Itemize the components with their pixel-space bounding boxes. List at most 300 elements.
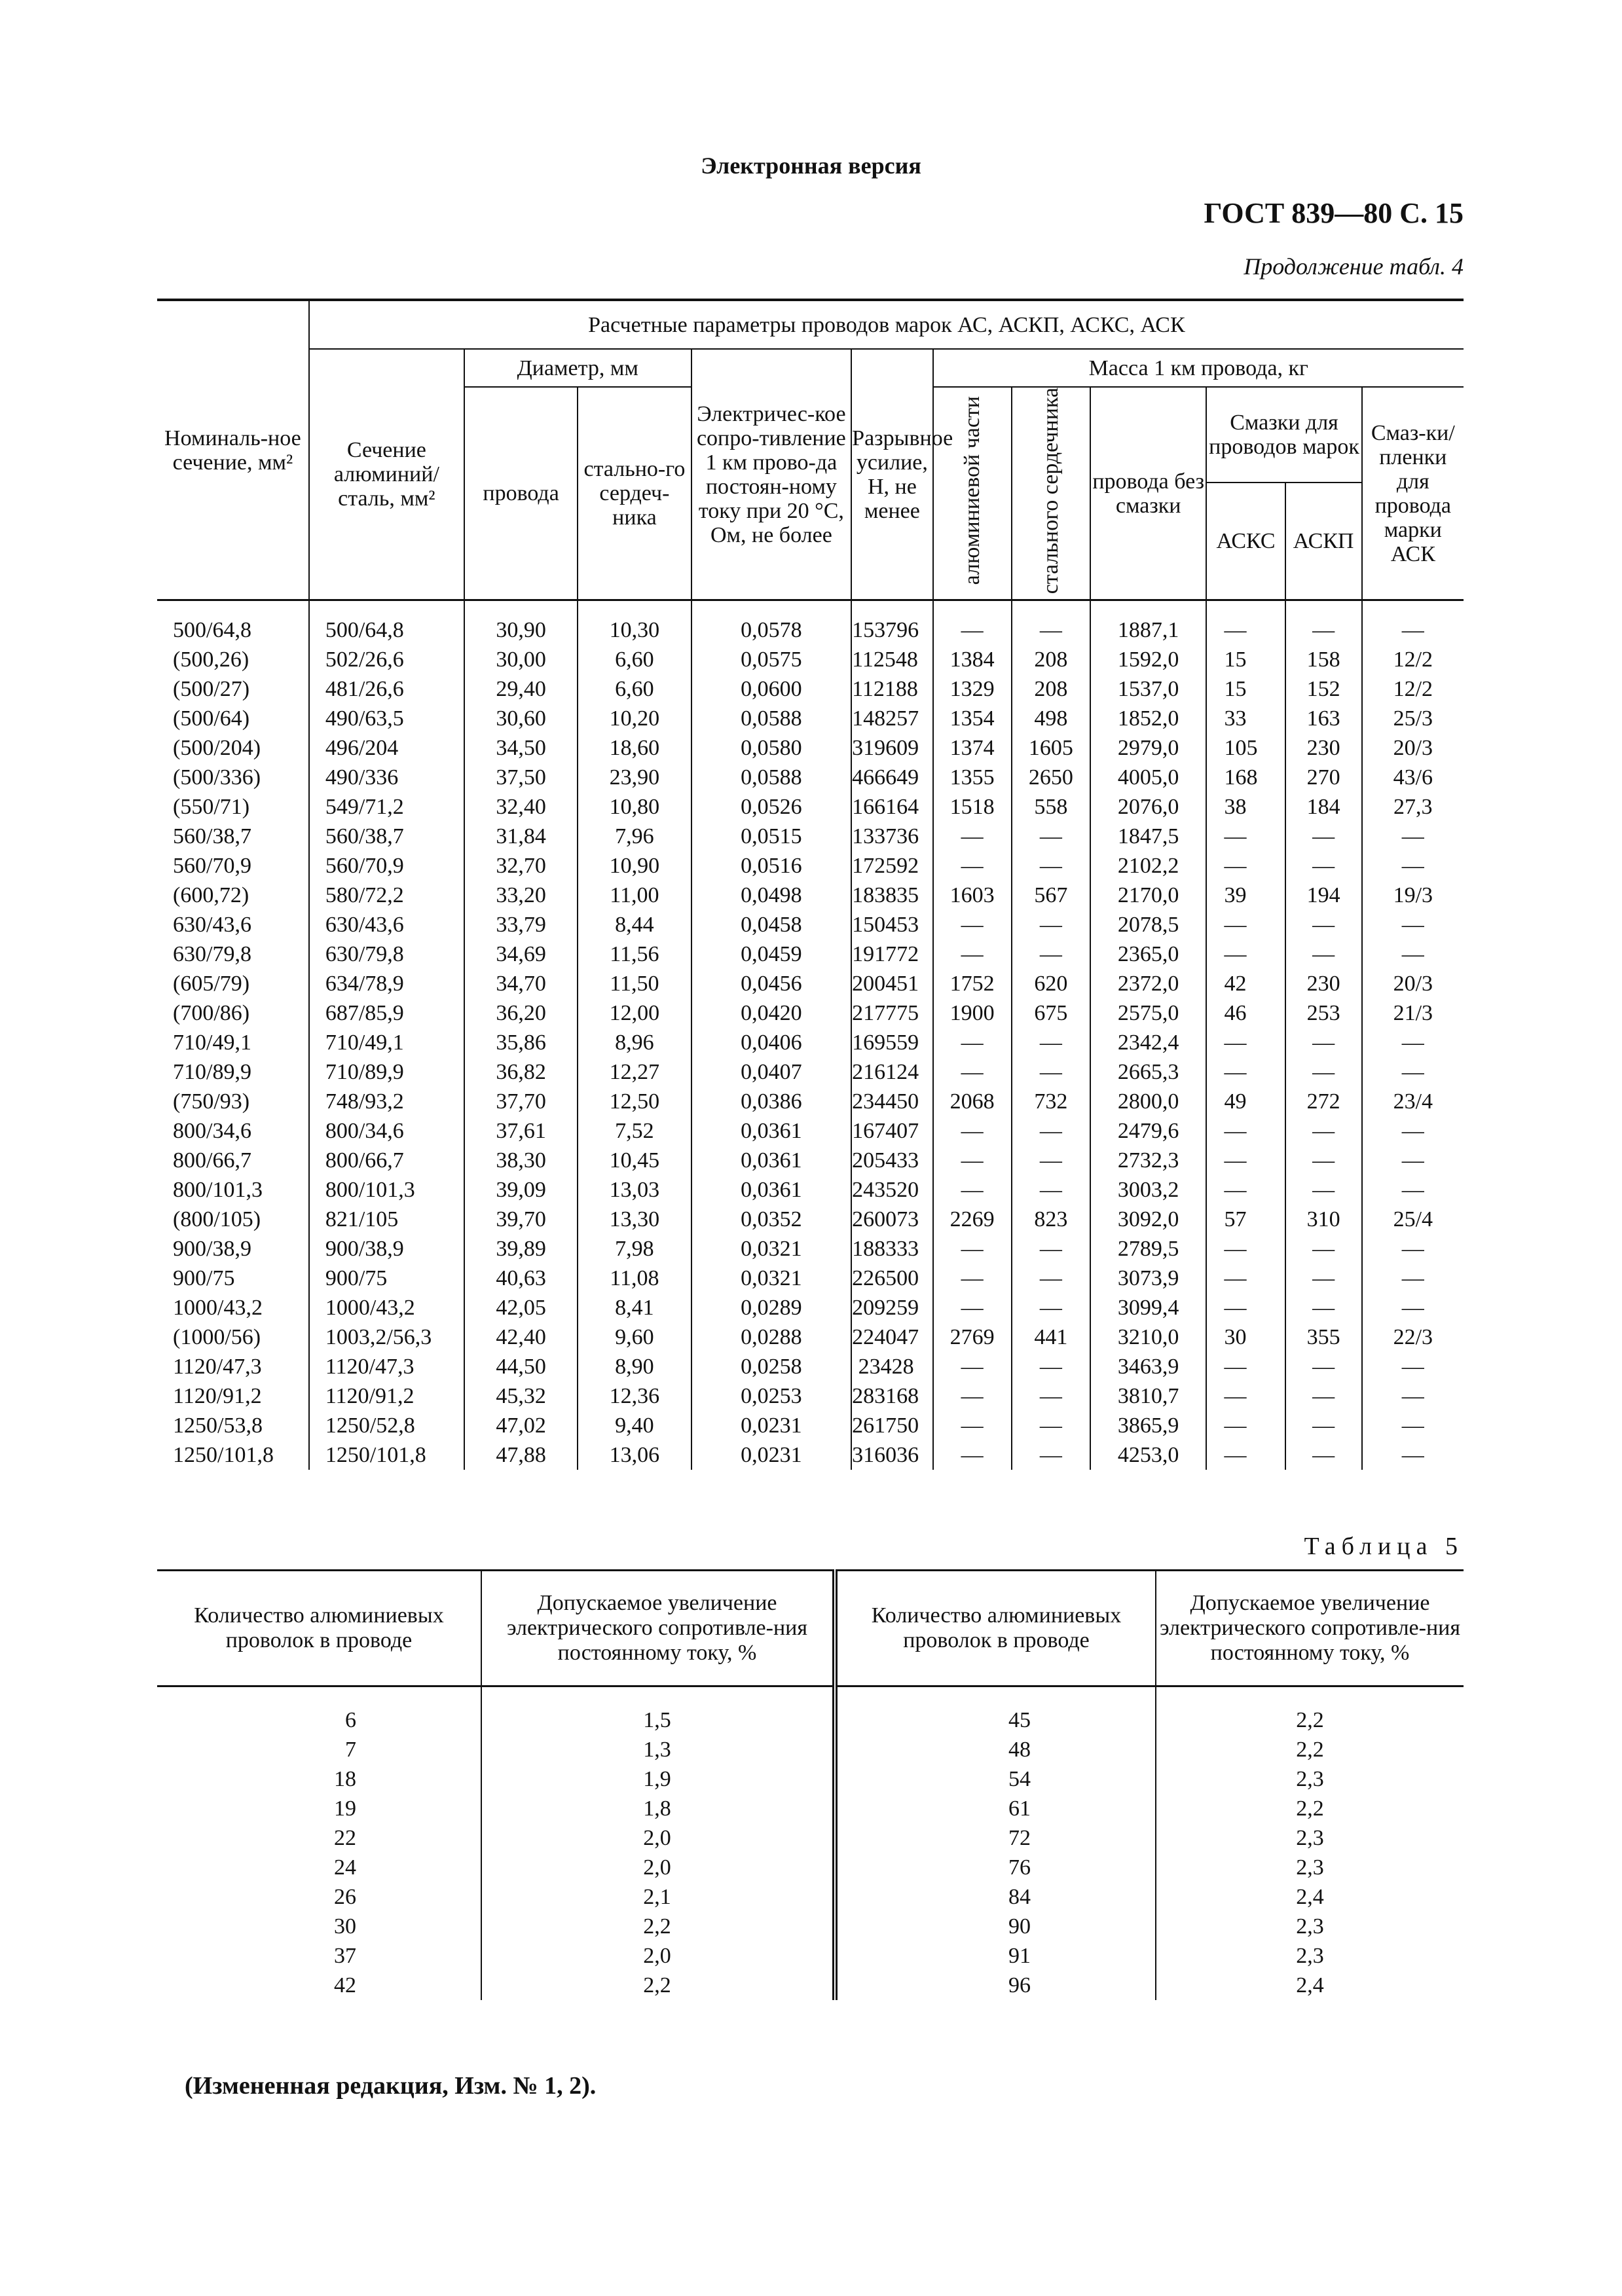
cell-mass-steel: — bbox=[1012, 1146, 1090, 1175]
header-mass-steel bbox=[1012, 387, 1090, 600]
cell-diameter-wire: 47,02 bbox=[464, 1411, 578, 1440]
cell-grease-askc: — bbox=[1206, 1293, 1285, 1322]
header-resistance-increase-right: Допускаемое увеличение электрического сопротивле-ния постоянному току, % bbox=[1156, 1571, 1464, 1686]
table-row bbox=[157, 998, 1464, 1028]
table-row bbox=[157, 1735, 1464, 1764]
cell-resistance: 0,0516 bbox=[691, 851, 852, 881]
cell-nominal: 900/75 bbox=[173, 1266, 235, 1291]
cell-mass-total: 3810,7 bbox=[1090, 1381, 1207, 1411]
cell-mass-al: 2269 bbox=[933, 1205, 1012, 1234]
cell-increase: 2,3 bbox=[1156, 1912, 1464, 1941]
header-mass-aluminium-text: алюминиевой части bbox=[959, 396, 984, 585]
header-diameter: Диаметр, мм bbox=[464, 349, 691, 387]
cell-diameter-wire: 36,82 bbox=[464, 1057, 578, 1087]
spacer-cell bbox=[309, 600, 464, 616]
cell-diameter-core: 10,45 bbox=[578, 1146, 691, 1175]
cell-grease-askp: 230 bbox=[1285, 733, 1362, 763]
spacer-cell bbox=[1285, 600, 1362, 616]
cell-mass-al: — bbox=[933, 1116, 1012, 1146]
cell-resistance: 0,0406 bbox=[691, 1028, 852, 1057]
cell-mass-total: 3092,0 bbox=[1090, 1205, 1207, 1234]
cell-mass-total: 3210,0 bbox=[1090, 1322, 1207, 1352]
cell-tensile: 133736 bbox=[851, 822, 932, 851]
table-row bbox=[157, 1205, 1464, 1234]
cell-mass-al: 1900 bbox=[933, 998, 1012, 1028]
cell-wire-count: 7 bbox=[345, 1738, 356, 1762]
cell-mass-total: 2076,0 bbox=[1090, 792, 1207, 822]
cell-mass-steel: 1605 bbox=[1012, 733, 1090, 763]
cell-section: 800/66,7 bbox=[309, 1146, 464, 1175]
cell-mass-steel: 558 bbox=[1012, 792, 1090, 822]
table-row bbox=[157, 763, 1464, 792]
cell-resistance: 0,0407 bbox=[691, 1057, 852, 1087]
cell-wire-count: 91 bbox=[835, 1941, 1156, 1971]
cell-grease-askp: — bbox=[1285, 615, 1362, 645]
cell-grease-askp: 272 bbox=[1285, 1087, 1362, 1116]
cell-increase: 1,8 bbox=[481, 1794, 835, 1823]
cell-diameter-wire: 39,09 bbox=[464, 1175, 578, 1205]
cell-diameter-wire: 37,70 bbox=[464, 1087, 578, 1116]
cell-mass-total: 2342,4 bbox=[1090, 1028, 1207, 1057]
cell-grease-askc: — bbox=[1206, 615, 1285, 645]
cell-grease-askc: 46 bbox=[1206, 998, 1285, 1028]
cell-grease-askp: 310 bbox=[1285, 1205, 1362, 1234]
cell-resistance: 0,0231 bbox=[691, 1440, 852, 1470]
cell-mass-al: — bbox=[933, 1352, 1012, 1381]
cell-increase: 2,3 bbox=[1156, 1823, 1464, 1853]
cell-section: 900/75 bbox=[309, 1264, 464, 1293]
cell-diameter-core: 18,60 bbox=[578, 733, 691, 763]
cell-section: 630/79,8 bbox=[309, 939, 464, 969]
cell-nominal: 630/43,6 bbox=[173, 913, 251, 938]
cell-resistance: 0,0361 bbox=[691, 1175, 852, 1205]
cell-resistance: 0,0515 bbox=[691, 822, 852, 851]
cell-mass-al: — bbox=[933, 1175, 1012, 1205]
cell-grease-film: 19/3 bbox=[1362, 881, 1464, 910]
cell-tensile: 183835 bbox=[851, 881, 932, 910]
cell-diameter-core: 11,56 bbox=[578, 939, 691, 969]
cell-wire-count: 22 bbox=[334, 1826, 356, 1850]
cell-tensile: 224047 bbox=[851, 1322, 932, 1352]
cell-mass-total: 2479,6 bbox=[1090, 1116, 1207, 1146]
table-row bbox=[157, 1882, 1464, 1912]
header-grease-brands: Смазки для проводов марок bbox=[1206, 387, 1361, 483]
cell-nominal: (550/71) bbox=[173, 795, 250, 820]
table-row bbox=[157, 1116, 1464, 1146]
cell-nominal: 710/89,9 bbox=[173, 1060, 251, 1085]
cell-diameter-wire: 36,20 bbox=[464, 998, 578, 1028]
header-resistance: Электричес-кое сопро-тивление 1 км прово-да постоян-ному току при 20 °С, Ом, не более bbox=[691, 349, 852, 600]
cell-mass-steel: — bbox=[1012, 910, 1090, 939]
spacer-cell bbox=[1012, 600, 1090, 616]
header-tensile-strength: Разрывное усилие, Н, не менее bbox=[851, 349, 932, 600]
cell-section: 1120/91,2 bbox=[309, 1381, 464, 1411]
cell-increase: 1,9 bbox=[481, 1764, 835, 1794]
cell-grease-askc: — bbox=[1206, 1028, 1285, 1057]
cell-nominal: 710/49,1 bbox=[173, 1030, 251, 1055]
cell-grease-askp: 355 bbox=[1285, 1322, 1362, 1352]
cell-grease-askc: — bbox=[1206, 1264, 1285, 1293]
table-5-title: Таблица 5 bbox=[1304, 1533, 1464, 1560]
cell-nominal: (605/79) bbox=[173, 972, 250, 996]
cell-grease-askp: 194 bbox=[1285, 881, 1362, 910]
cell-grease-askc: — bbox=[1206, 1440, 1285, 1470]
cell-mass-al: 1355 bbox=[933, 763, 1012, 792]
header-diameter-wire: провода bbox=[464, 387, 578, 600]
cell-tensile: 243520 bbox=[851, 1175, 932, 1205]
cell-wire-count: 84 bbox=[835, 1882, 1156, 1912]
cell-grease-askc: — bbox=[1206, 1234, 1285, 1264]
cell-diameter-core: 6,60 bbox=[578, 674, 691, 704]
cell-mass-steel: 823 bbox=[1012, 1205, 1090, 1234]
cell-mass-total: 1847,5 bbox=[1090, 822, 1207, 851]
cell-mass-al: — bbox=[933, 1264, 1012, 1293]
cell-increase: 2,2 bbox=[1156, 1735, 1464, 1764]
cell-section: 687/85,9 bbox=[309, 998, 464, 1028]
cell-mass-al: — bbox=[933, 822, 1012, 851]
cell-section: 1250/52,8 bbox=[309, 1411, 464, 1440]
cell-grease-film: — bbox=[1362, 851, 1464, 881]
header-grease-film: Смаз-ки/ пленки для провода марки АСК bbox=[1362, 387, 1464, 600]
cell-mass-total: 2372,0 bbox=[1090, 969, 1207, 998]
cell-mass-steel: 567 bbox=[1012, 881, 1090, 910]
table-row bbox=[157, 1705, 1464, 1735]
table-row bbox=[157, 792, 1464, 822]
cell-wire-count: 18 bbox=[334, 1767, 356, 1791]
cell-grease-film: 21/3 bbox=[1362, 998, 1464, 1028]
cell-mass-al: 2769 bbox=[933, 1322, 1012, 1352]
cell-grease-film: 20/3 bbox=[1362, 969, 1464, 998]
header-wire-count-left: Количество алюминиевых проволок в проводе bbox=[157, 1571, 481, 1686]
cell-diameter-wire: 37,50 bbox=[464, 763, 578, 792]
cell-resistance: 0,0498 bbox=[691, 881, 852, 910]
cell-diameter-core: 6,60 bbox=[578, 645, 691, 674]
cell-section: 800/101,3 bbox=[309, 1175, 464, 1205]
cell-grease-film: — bbox=[1362, 1057, 1464, 1087]
cell-nominal: 1250/53,8 bbox=[173, 1413, 263, 1438]
cell-increase: 1,3 bbox=[481, 1735, 835, 1764]
cell-section: 560/38,7 bbox=[309, 822, 464, 851]
cell-increase: 2,3 bbox=[1156, 1764, 1464, 1794]
cell-mass-steel: — bbox=[1012, 939, 1090, 969]
table-spacer-row bbox=[157, 600, 1464, 616]
cell-wire-count: 90 bbox=[835, 1912, 1156, 1941]
cell-mass-al: 1374 bbox=[933, 733, 1012, 763]
cell-resistance: 0,0386 bbox=[691, 1087, 852, 1116]
spacer-cell bbox=[835, 1686, 1156, 1706]
cell-nominal: (500/204) bbox=[173, 736, 261, 761]
cell-resistance: 0,0575 bbox=[691, 645, 852, 674]
cell-resistance: 0,0288 bbox=[691, 1322, 852, 1352]
cell-increase: 2,1 bbox=[481, 1882, 835, 1912]
cell-mass-total: 4005,0 bbox=[1090, 763, 1207, 792]
cell-increase: 2,3 bbox=[1156, 1941, 1464, 1971]
cell-grease-askc: 33 bbox=[1206, 704, 1285, 733]
cell-grease-film: 27,3 bbox=[1362, 792, 1464, 822]
cell-diameter-core: 10,80 bbox=[578, 792, 691, 822]
cell-wire-count: 24 bbox=[334, 1855, 356, 1880]
table-row bbox=[157, 1057, 1464, 1087]
cell-mass-al: — bbox=[933, 851, 1012, 881]
cell-grease-askc: — bbox=[1206, 939, 1285, 969]
cell-resistance: 0,0600 bbox=[691, 674, 852, 704]
cell-diameter-wire: 42,05 bbox=[464, 1293, 578, 1322]
cell-grease-film: — bbox=[1362, 1234, 1464, 1264]
table-row bbox=[157, 1912, 1464, 1941]
cell-mass-steel: — bbox=[1012, 1057, 1090, 1087]
cell-diameter-core: 9,40 bbox=[578, 1411, 691, 1440]
header-mass: Масса 1 км провода, кг bbox=[933, 349, 1464, 387]
cell-section: 502/26,6 bbox=[309, 645, 464, 674]
spacer-cell bbox=[578, 600, 691, 616]
cell-wire-count: 26 bbox=[334, 1885, 356, 1909]
cell-diameter-wire: 31,84 bbox=[464, 822, 578, 851]
table-row bbox=[157, 939, 1464, 969]
cell-resistance: 0,0588 bbox=[691, 763, 852, 792]
cell-diameter-wire: 32,70 bbox=[464, 851, 578, 881]
spacer-cell bbox=[851, 600, 932, 616]
cell-wire-count: 76 bbox=[835, 1853, 1156, 1882]
cell-grease-film: — bbox=[1362, 1175, 1464, 1205]
cell-increase: 2,0 bbox=[481, 1853, 835, 1882]
cell-grease-askc: — bbox=[1206, 1057, 1285, 1087]
cell-diameter-wire: 37,61 bbox=[464, 1116, 578, 1146]
cell-grease-askc: — bbox=[1206, 1116, 1285, 1146]
cell-grease-askc: 38 bbox=[1206, 792, 1285, 822]
cell-mass-al: — bbox=[933, 1146, 1012, 1175]
cell-diameter-wire: 42,40 bbox=[464, 1322, 578, 1352]
cell-grease-askp: — bbox=[1285, 1234, 1362, 1264]
cell-resistance: 0,0580 bbox=[691, 733, 852, 763]
cell-diameter-core: 23,90 bbox=[578, 763, 691, 792]
cell-grease-film: 12/2 bbox=[1362, 645, 1464, 674]
cell-increase: 2,0 bbox=[481, 1823, 835, 1853]
header-mass-steel-text: стального сердечника bbox=[1038, 388, 1063, 594]
cell-tensile: 172592 bbox=[851, 851, 932, 881]
cell-diameter-wire: 47,88 bbox=[464, 1440, 578, 1470]
cell-mass-total: 4253,0 bbox=[1090, 1440, 1207, 1470]
cell-nominal: 800/66,7 bbox=[173, 1148, 251, 1173]
cell-diameter-wire: 29,40 bbox=[464, 674, 578, 704]
cell-mass-steel: 620 bbox=[1012, 969, 1090, 998]
cell-wire-count: 19 bbox=[334, 1796, 356, 1821]
cell-section: 800/34,6 bbox=[309, 1116, 464, 1146]
table-row bbox=[157, 822, 1464, 851]
cell-tensile: 166164 bbox=[851, 792, 932, 822]
cell-mass-al: 1354 bbox=[933, 704, 1012, 733]
cell-mass-total: 1852,0 bbox=[1090, 704, 1207, 733]
cell-grease-film: — bbox=[1362, 615, 1464, 645]
cell-resistance: 0,0321 bbox=[691, 1264, 852, 1293]
edition-label: Электронная версия bbox=[701, 153, 921, 179]
cell-diameter-wire: 30,00 bbox=[464, 645, 578, 674]
cell-grease-askc: 15 bbox=[1206, 645, 1285, 674]
cell-diameter-core: 11,08 bbox=[578, 1264, 691, 1293]
cell-grease-askp: — bbox=[1285, 1411, 1362, 1440]
cell-grease-askp: — bbox=[1285, 910, 1362, 939]
cell-mass-al: — bbox=[933, 1057, 1012, 1087]
cell-grease-askp: — bbox=[1285, 1146, 1362, 1175]
cell-section: 634/78,9 bbox=[309, 969, 464, 998]
cell-resistance: 0,0258 bbox=[691, 1352, 852, 1381]
cell-resistance: 0,0289 bbox=[691, 1293, 852, 1322]
header-askp: АСКП bbox=[1285, 483, 1362, 600]
cell-mass-steel: — bbox=[1012, 1381, 1090, 1411]
header-mass-no-grease: провода без смазки bbox=[1090, 387, 1207, 600]
cell-grease-askp: — bbox=[1285, 1440, 1362, 1470]
cell-diameter-core: 12,50 bbox=[578, 1087, 691, 1116]
table-row bbox=[157, 1941, 1464, 1971]
table-row bbox=[157, 733, 1464, 763]
table-row bbox=[157, 1440, 1464, 1470]
cell-grease-askp: — bbox=[1285, 1175, 1362, 1205]
cell-diameter-wire: 34,50 bbox=[464, 733, 578, 763]
cell-mass-total: 3003,2 bbox=[1090, 1175, 1207, 1205]
cell-section: 630/43,6 bbox=[309, 910, 464, 939]
cell-mass-al: — bbox=[933, 1411, 1012, 1440]
cell-nominal: (700/86) bbox=[173, 1001, 250, 1026]
cell-section: 748/93,2 bbox=[309, 1087, 464, 1116]
cell-diameter-wire: 30,90 bbox=[464, 615, 578, 645]
cell-grease-askp: 152 bbox=[1285, 674, 1362, 704]
cell-diameter-core: 7,96 bbox=[578, 822, 691, 851]
spacer-cell bbox=[464, 600, 578, 616]
cell-mass-steel: — bbox=[1012, 822, 1090, 851]
cell-diameter-core: 10,90 bbox=[578, 851, 691, 881]
cell-grease-film: — bbox=[1362, 939, 1464, 969]
cell-nominal: 1000/43,2 bbox=[173, 1296, 263, 1321]
header-mass-aluminium bbox=[933, 387, 1012, 600]
cell-section: 560/70,9 bbox=[309, 851, 464, 881]
cell-nominal: (500,26) bbox=[173, 647, 249, 672]
cell-wire-count: 48 bbox=[835, 1735, 1156, 1764]
cell-nominal: (1000/56) bbox=[173, 1325, 261, 1350]
cell-mass-al: 1384 bbox=[933, 645, 1012, 674]
cell-grease-film: — bbox=[1362, 1381, 1464, 1411]
cell-grease-film: 22/3 bbox=[1362, 1322, 1464, 1352]
cell-tensile: 112188 bbox=[851, 674, 932, 704]
table-row bbox=[157, 1087, 1464, 1116]
table-row bbox=[157, 704, 1464, 733]
cell-resistance: 0,0361 bbox=[691, 1146, 852, 1175]
cell-grease-askp: — bbox=[1285, 851, 1362, 881]
cell-mass-steel: — bbox=[1012, 1234, 1090, 1264]
cell-grease-film: — bbox=[1362, 910, 1464, 939]
cell-grease-film: — bbox=[1362, 822, 1464, 851]
cell-grease-askc: 30 bbox=[1206, 1322, 1285, 1352]
cell-increase: 2,2 bbox=[481, 1971, 835, 2000]
cell-grease-askp: 270 bbox=[1285, 763, 1362, 792]
cell-wire-count: 61 bbox=[835, 1794, 1156, 1823]
cell-tensile: 112548 bbox=[851, 645, 932, 674]
cell-grease-askc: — bbox=[1206, 1411, 1285, 1440]
cell-section: 900/38,9 bbox=[309, 1234, 464, 1264]
cell-mass-total: 1537,0 bbox=[1090, 674, 1207, 704]
table-row bbox=[157, 1381, 1464, 1411]
cell-diameter-wire: 34,70 bbox=[464, 969, 578, 998]
cell-tensile: 23428 bbox=[851, 1352, 932, 1381]
cell-nominal: (500/64) bbox=[173, 706, 250, 731]
cell-diameter-core: 7,52 bbox=[578, 1116, 691, 1146]
cell-diameter-wire: 40,63 bbox=[464, 1264, 578, 1293]
table-row bbox=[157, 674, 1464, 704]
cell-mass-steel: — bbox=[1012, 1175, 1090, 1205]
cell-mass-steel: 441 bbox=[1012, 1322, 1090, 1352]
cell-increase: 2,2 bbox=[1156, 1705, 1464, 1735]
cell-diameter-core: 12,27 bbox=[578, 1057, 691, 1087]
cell-wire-count: 6 bbox=[345, 1708, 356, 1732]
cell-tensile: 216124 bbox=[851, 1057, 932, 1087]
cell-tensile: 153796 bbox=[851, 615, 932, 645]
cell-mass-al: — bbox=[933, 1028, 1012, 1057]
cell-tensile: 261750 bbox=[851, 1411, 932, 1440]
cell-mass-total: 3099,4 bbox=[1090, 1293, 1207, 1322]
cell-increase: 1,5 bbox=[481, 1705, 835, 1735]
cell-mass-total: 1887,1 bbox=[1090, 615, 1207, 645]
cell-mass-total: 2102,2 bbox=[1090, 851, 1207, 881]
table-row bbox=[157, 645, 1464, 674]
cell-diameter-core: 12,00 bbox=[578, 998, 691, 1028]
table-5 bbox=[157, 1569, 1464, 2000]
table-row bbox=[157, 1411, 1464, 1440]
cell-tensile: 283168 bbox=[851, 1381, 932, 1411]
amendment-note: (Измененная редакция, Изм. № 1, 2). bbox=[185, 2072, 597, 2100]
cell-grease-askc: — bbox=[1206, 1352, 1285, 1381]
cell-grease-askp: — bbox=[1285, 1293, 1362, 1322]
cell-tensile: 148257 bbox=[851, 704, 932, 733]
cell-grease-askp: — bbox=[1285, 1381, 1362, 1411]
cell-section: 549/71,2 bbox=[309, 792, 464, 822]
cell-mass-total: 3463,9 bbox=[1090, 1352, 1207, 1381]
cell-grease-film: 25/3 bbox=[1362, 704, 1464, 733]
cell-mass-al: — bbox=[933, 1440, 1012, 1470]
cell-mass-al: 1518 bbox=[933, 792, 1012, 822]
cell-grease-film: 12/2 bbox=[1362, 674, 1464, 704]
table-row bbox=[157, 1322, 1464, 1352]
header-askc: АСКС bbox=[1206, 483, 1285, 600]
spacer-cell bbox=[481, 1686, 835, 1706]
table-row bbox=[157, 1823, 1464, 1853]
cell-increase: 2,0 bbox=[481, 1941, 835, 1971]
cell-mass-total: 2365,0 bbox=[1090, 939, 1207, 969]
cell-mass-total: 2665,3 bbox=[1090, 1057, 1207, 1087]
cell-nominal: (600,72) bbox=[173, 883, 249, 908]
cell-tensile: 167407 bbox=[851, 1116, 932, 1146]
cell-mass-steel: 208 bbox=[1012, 645, 1090, 674]
cell-grease-askc: 49 bbox=[1206, 1087, 1285, 1116]
header-section: Сечение алюминий/ сталь, мм² bbox=[309, 349, 464, 600]
cell-increase: 2,3 bbox=[1156, 1853, 1464, 1882]
cell-wire-count: 45 bbox=[835, 1705, 1156, 1735]
cell-diameter-core: 13,03 bbox=[578, 1175, 691, 1205]
table-row bbox=[157, 1293, 1464, 1322]
table-spacer-row bbox=[157, 1686, 1464, 1706]
table-row bbox=[157, 1234, 1464, 1264]
table-4 bbox=[157, 299, 1464, 1470]
cell-grease-askp: 158 bbox=[1285, 645, 1362, 674]
cell-grease-askc: 168 bbox=[1206, 763, 1285, 792]
cell-diameter-core: 13,30 bbox=[578, 1205, 691, 1234]
cell-increase: 2,4 bbox=[1156, 1971, 1464, 2000]
cell-mass-al: — bbox=[933, 1234, 1012, 1264]
cell-wire-count: 37 bbox=[334, 1944, 356, 1968]
cell-increase: 2,4 bbox=[1156, 1882, 1464, 1912]
cell-resistance: 0,0352 bbox=[691, 1205, 852, 1234]
header-diameter-core: стально-го сердеч-ника bbox=[578, 387, 691, 600]
cell-diameter-core: 10,30 bbox=[578, 615, 691, 645]
cell-section: 580/72,2 bbox=[309, 881, 464, 910]
cell-mass-steel: — bbox=[1012, 1352, 1090, 1381]
